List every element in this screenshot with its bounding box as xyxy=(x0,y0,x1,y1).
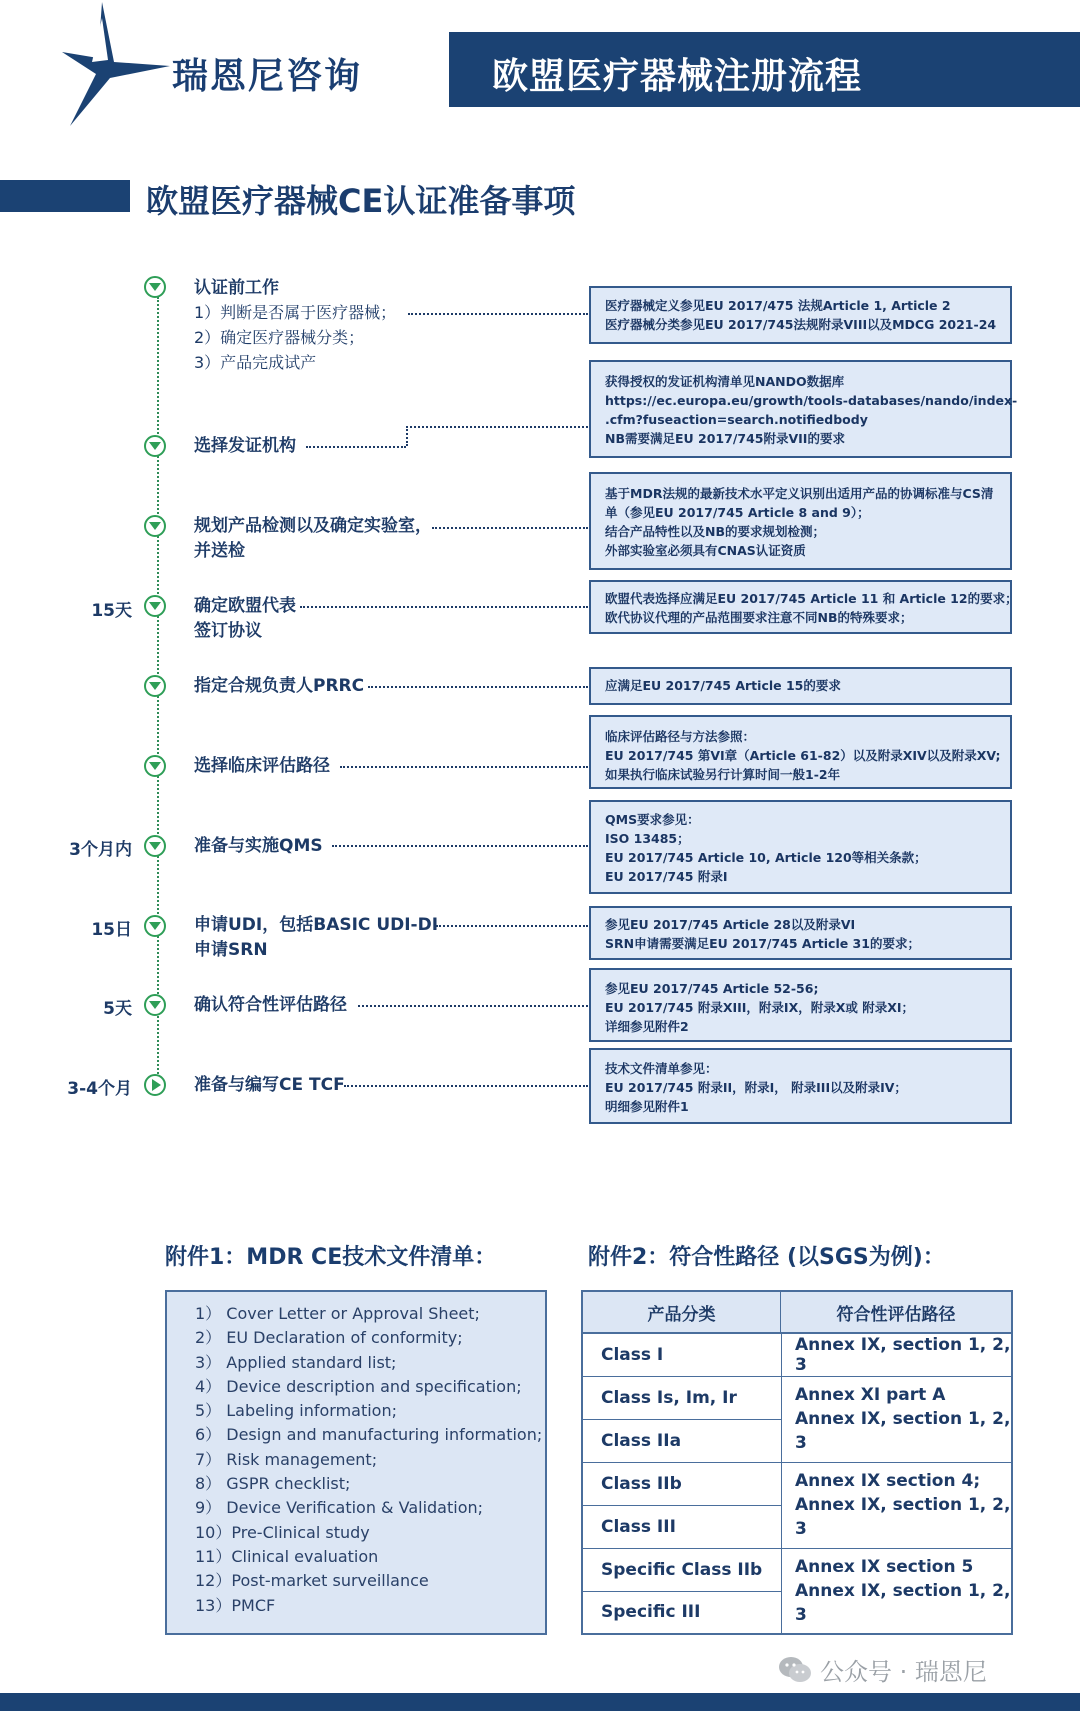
time-label: 3个月内 xyxy=(69,840,132,860)
annex1-list xyxy=(165,1290,547,1635)
table-cell-class: Class Is, Im, Ir xyxy=(601,1387,737,1408)
step-node-icon xyxy=(144,994,166,1016)
table-cell-route: Annex IX section 4; Annex IX, section 1, 2, 3 xyxy=(795,1471,1011,1539)
connector-line xyxy=(332,845,588,847)
note-box: 参见EU 2017/745 Article 28以及附录VI SRN申请需要满足EU 2017/745 Article 31的要求； xyxy=(589,906,1012,960)
list-item: 2） EU Declaration of conformity; xyxy=(195,1328,463,1348)
note-box: QMS要求参见： ISO 13485； EU 2017/745 Article 10, Article 120等相关条款； EU 2017/745 附录I xyxy=(589,800,1012,894)
step-subitem: 3）产品完成试产 xyxy=(194,353,317,372)
note-box: 欧盟代表选择应满足EU 2017/745 Article 11 和 Article 12的要求； 欧代协议代理的产品范围要求注意不同NB的特殊要求； xyxy=(589,580,1012,634)
list-item: 11）Clinical evaluation xyxy=(195,1546,379,1566)
company-logo xyxy=(62,0,172,128)
note-box: 医疗器械定义参见EU 2017/475 法规Article 1, Article 2 医疗器械分类参见EU 2017/745法规附录VIII以及MDCG 2021-24 xyxy=(589,286,1012,344)
step-title: 选择临床评估路径 xyxy=(194,756,330,776)
step-node-icon xyxy=(144,595,166,617)
step-title: 规划产品检测以及确定实验室， xyxy=(194,516,432,536)
connector-line xyxy=(340,766,588,768)
section-accent-bar xyxy=(0,180,130,212)
step-title-line2: 并送检 xyxy=(194,541,245,561)
table-cell-class: Class I xyxy=(601,1345,664,1365)
step-title: 申请UDI，包括BASIC UDI-DI xyxy=(194,915,439,935)
step-title: 准备与实施QMS xyxy=(194,836,323,856)
step-title-line2: 申请SRN xyxy=(194,940,268,960)
annex1-title: 附件1：MDR CE技术文件清单： xyxy=(165,1245,497,1270)
step-title: 选择发证机构 xyxy=(194,436,296,456)
note-box: 基于MDR法规的最新技术水平定义识别出适用产品的协调标准与CS清 单（参见EU 2017/745 Article 8 and 9）； 结合产品特性以及NB的要求规划检测； 外部实验室必须具有CNAS认证资质 xyxy=(589,472,1012,570)
connector-line xyxy=(406,426,588,428)
logo-text: 瑞恩尼咨询 xyxy=(172,56,363,97)
step-node-icon xyxy=(144,915,166,937)
time-label: 3-4个月 xyxy=(67,1079,132,1099)
step-title: 准备与编写CE TCF xyxy=(194,1075,345,1095)
annex2-table xyxy=(581,1290,1013,1635)
list-item: 4） Device description and specification; xyxy=(195,1376,522,1396)
watermark-text: 公众号 · 瑞恩尼 xyxy=(820,1658,987,1686)
section-title: 欧盟医疗器械CE认证准备事项 xyxy=(146,182,576,220)
list-item: 13）PMCF xyxy=(195,1595,276,1615)
annex2-title: 附件2：符合性路径 (以SGS为例)： xyxy=(588,1245,945,1270)
table-cell-route: Annex IX, section 1, 2, 3 xyxy=(795,1335,1011,1375)
table-header: 产品分类 xyxy=(583,1292,781,1334)
list-item: 9） Device Verification & Validation; xyxy=(195,1498,484,1518)
connector-line xyxy=(436,925,588,927)
list-item: 12）Post-market surveillance xyxy=(195,1571,429,1591)
table-cell-class: Class III xyxy=(601,1516,676,1537)
footer-bar xyxy=(0,1693,1080,1711)
step-title: 指定合规负责人PRRC xyxy=(194,676,365,696)
note-box: 应满足EU 2017/745 Article 15的要求 xyxy=(589,667,1012,705)
page-title: 欧盟医疗器械注册流程 xyxy=(492,56,863,97)
note-box: 参见EU 2017/745 Article 52-56; EU 2017/745 附录XIII，附录IX，附录X或 附录XI； 详细参见附件2 xyxy=(589,968,1012,1042)
list-item: 5） Labeling information; xyxy=(195,1401,397,1421)
time-label: 15日 xyxy=(91,920,132,940)
table-cell-class: Specific Class IIb xyxy=(601,1559,763,1580)
step-title: 确认符合性评估路径 xyxy=(194,995,347,1015)
table-cell-class: Class IIa xyxy=(601,1430,682,1451)
list-item: 10）Pre-Clinical study xyxy=(195,1522,370,1542)
wechat-icon xyxy=(778,1656,812,1684)
connector-line xyxy=(406,426,408,446)
note-box: 临床评估路径与方法参照： EU 2017/745 第VI章（Article 61-82）以及附录XIV以及附录XV; 如果执行临床试验另行计算时间一般1-2年 xyxy=(589,715,1012,789)
table-cell-class: Class IIb xyxy=(601,1473,682,1494)
step-node-icon xyxy=(144,675,166,697)
table-cell-route: Annex IX section 5 Annex IX, section 1, 2, 3 xyxy=(795,1556,1011,1625)
step-subitem: 2）确定医疗器械分类； xyxy=(194,328,365,347)
note-box: 技术文件清单参见： EU 2017/745 附录II，附录I， 附录III以及附录IV； 明细参见附件1 xyxy=(589,1048,1012,1124)
list-item: 7） Risk management; xyxy=(195,1449,378,1469)
connector-line xyxy=(408,313,588,315)
time-label: 5天 xyxy=(103,999,132,1019)
step-node-icon xyxy=(144,435,166,457)
step-title: 认证前工作 xyxy=(194,278,279,298)
table-divider xyxy=(781,1334,782,1633)
step-node-icon xyxy=(144,755,166,777)
list-item: 8） GSPR checklist; xyxy=(195,1474,351,1494)
step-node-icon xyxy=(144,276,166,298)
table-cell-route: Annex XI part A Annex IX, section 1, 2, 3 xyxy=(795,1385,1011,1453)
step-node-icon xyxy=(144,515,166,537)
connector-line xyxy=(432,527,588,529)
connector-line xyxy=(300,606,588,608)
list-item: 3） Applied standard list; xyxy=(195,1352,397,1372)
list-item: 1） Cover Letter or Approval Sheet; xyxy=(195,1304,480,1323)
watermark xyxy=(778,1652,987,1687)
step-title: 确定欧盟代表 xyxy=(194,596,296,616)
connector-line xyxy=(358,1005,588,1007)
step-node-icon xyxy=(144,835,166,857)
connector-line xyxy=(306,446,406,448)
time-label: 15天 xyxy=(91,601,132,621)
table-cell-class: Specific III xyxy=(601,1602,701,1622)
connector-line xyxy=(368,686,588,688)
step-node-icon xyxy=(144,1074,166,1096)
step-title-line2: 签订协议 xyxy=(194,621,262,641)
note-box: 获得授权的发证机构清单见NANDO数据库 https://ec.europa.eu/growth/tools-databases/nando/index- .cfm?fuseaction=search.notifiedbody NB需要满足EU 2017/745附录VII的要求 xyxy=(589,360,1012,458)
list-item: 6） Design and manufacturing information; xyxy=(195,1425,543,1445)
table-header: 符合性评估路径 xyxy=(781,1292,1011,1334)
connector-line xyxy=(344,1085,588,1087)
step-subitem: 1）判断是否属于医疗器械； xyxy=(194,303,397,322)
